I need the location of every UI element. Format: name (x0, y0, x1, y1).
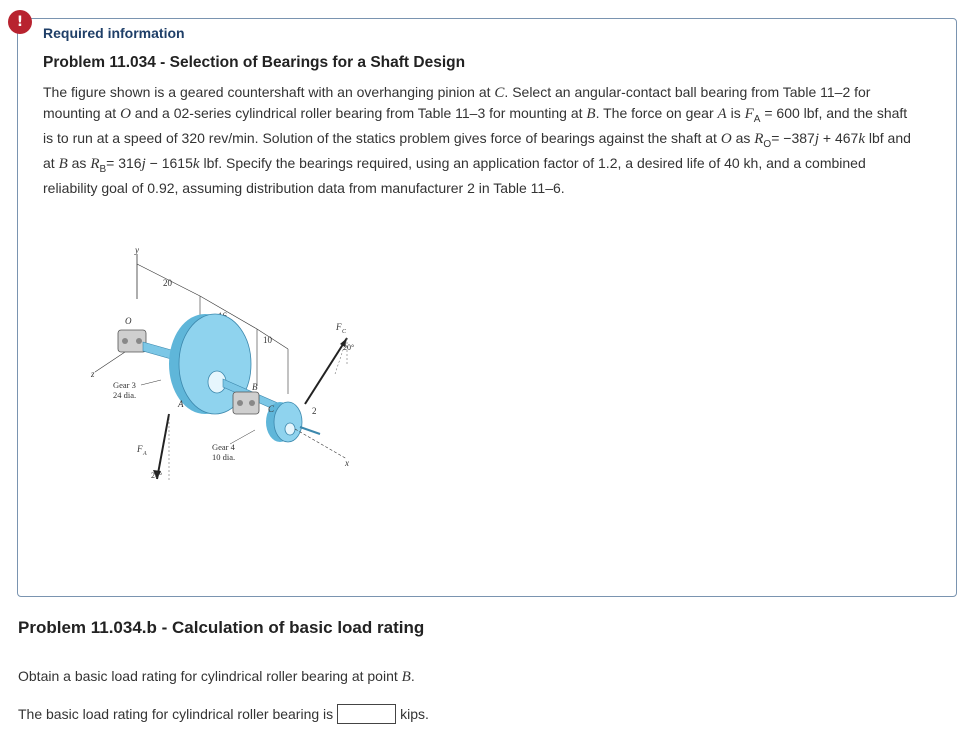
part-b-title: Problem 11.034.b - Calculation of basic load rating (18, 618, 425, 637)
answer-label: The basic load rating for cylindrical roller bearing is (18, 706, 334, 722)
force-FA (157, 414, 169, 479)
angle-top: 20° (343, 343, 355, 352)
label-O: O (125, 316, 132, 326)
label-B: B (252, 382, 258, 392)
label-FC: F (336, 322, 342, 332)
gear-4 (274, 402, 302, 442)
problem-statement: The figure shown is a geared countershaft with an overhanging pinion at C. Select an angular-contact ball bearing from Table 11–2 for mounting at O and a 02-series cylindrical roller bearing from Table 11–3 for mounting at B. The force on gear A is $F_A = 600$ lbf, and the shaft is to run at a speed of 320 rev/min. Solution of the statics problem gives force of bearings against the shaft at O as $R_O= -387j + 467k$ lbf and at B as $R_B= 316j - 1615k$ lbf. Specify the bearings required, using an application factor of 1.2, a desired life of 40 kh, and a combined reliability goal of 0.92, assuming distribution data from manufacturer 2 in Table 11–6. (43, 84, 911, 197)
label-y: y (135, 245, 139, 255)
label-A: A (178, 399, 184, 409)
gear-4-dia: 10 dia. (212, 452, 236, 462)
force-FC (305, 338, 347, 404)
required-info-heading: Required information (43, 25, 185, 41)
z-axis-line (95, 352, 125, 372)
answer-unit: kips. (400, 706, 429, 722)
dim-line-10 (257, 329, 288, 349)
countershaft-figure (85, 244, 375, 490)
label-z: z (91, 369, 95, 379)
x-axis-line (295, 429, 347, 459)
answer-row (18, 704, 429, 724)
problem-title: Problem 11.034 - Selection of Bearings for a Shaft Design (43, 54, 466, 71)
basic-load-rating-input[interactable] (337, 704, 396, 724)
alert-icon: ! (8, 10, 32, 34)
label-2: 2 (312, 406, 317, 416)
gear-3-dia: 24 dia. (113, 390, 137, 400)
dim-20: 20 (163, 278, 172, 288)
gear-3-label: Gear 3 (113, 380, 136, 390)
label-FA: F (137, 444, 143, 454)
part-b-question: Obtain a basic load rating for cylindrical roller bearing at point B. (18, 668, 415, 685)
label-FC-sub: C (342, 329, 347, 335)
dim-10: 10 (263, 335, 272, 345)
label-x: x (345, 458, 349, 468)
angle-bottom: 20° (151, 471, 163, 480)
bearing-B (233, 392, 259, 414)
label-FA-sub: A (143, 451, 147, 457)
gear-4-label: Gear 4 (212, 442, 235, 452)
label-C: C (268, 404, 275, 414)
